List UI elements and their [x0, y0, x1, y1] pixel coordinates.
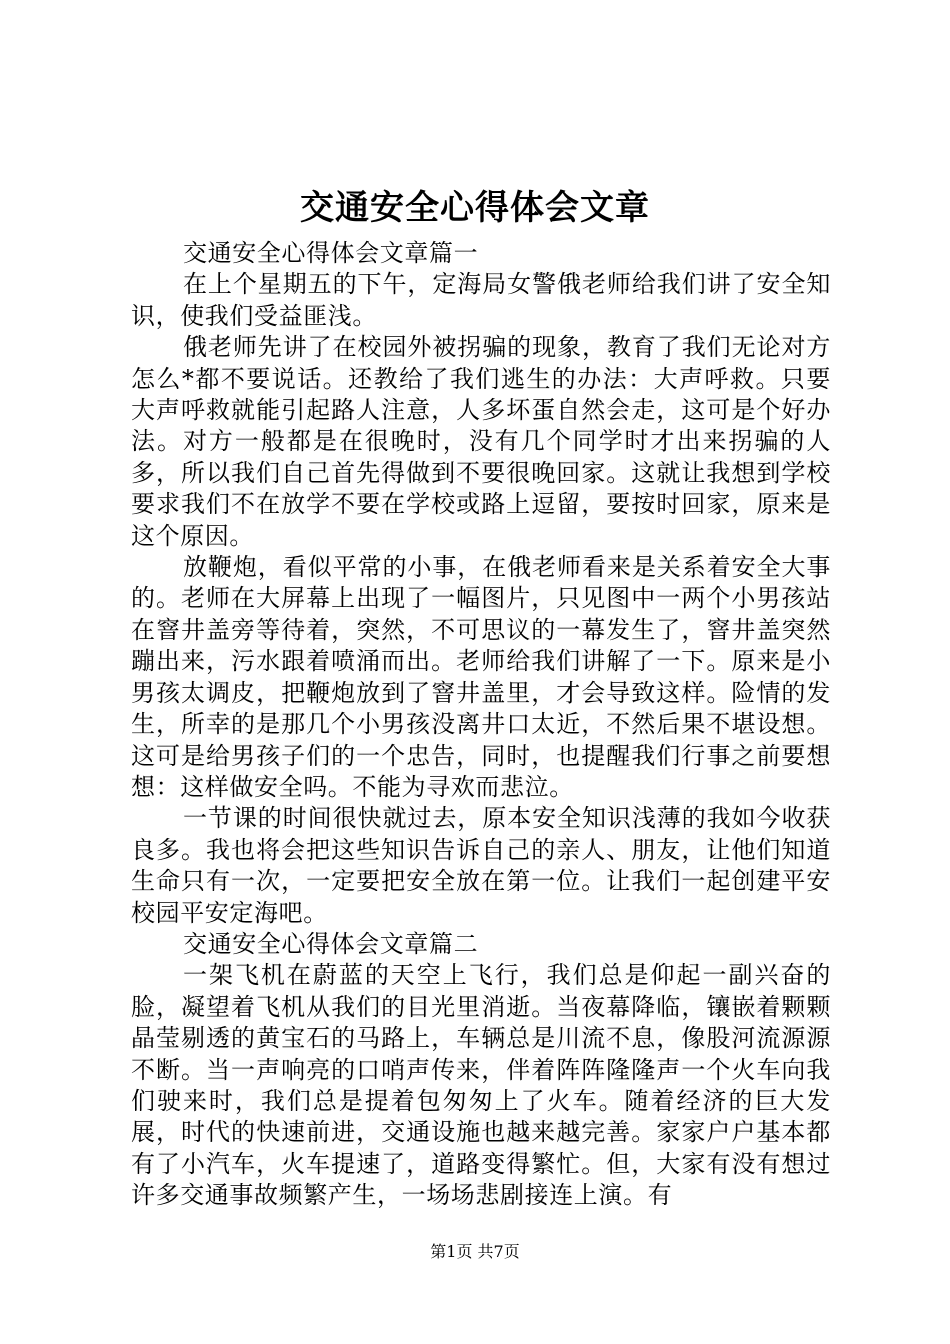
paragraph: 一节课的时间很快就过去，原本安全知识浅薄的我如今收获良多。我也将会把这些知识告诉自己的亲人、朋友，让他们知道生命只有一次，一定要把安全放在第一位。让我们一起创建平安校园平安定海吧。 [131, 804, 831, 927]
paragraph: 一架飞机在蔚蓝的天空上飞行，我们总是仰起一副兴奋的脸，凝望着飞机从我们的目光里消逝。当夜幕降临，镶嵌着颗颗晶莹剔透的黄宝石的马路上，车辆总是川流不息，像股河流源源不断。当一声响亮的口哨声传来，伴着阵阵隆隆声一个火车向我们驶来时，我们总是提着包匆匆上了火车。随着经济的巨大发展，时代的快速前进，交通设施也越来越完善。家家户户基本都有了小汽车，火车提速了，道路变得繁忙。但，大家有没有想过许多交通事故频繁产生，一场场悲剧接连上演。有 [131, 961, 831, 1210]
document-body [131, 238, 831, 1212]
paragraph: 俄老师先讲了在校园外被拐骗的现象，教育了我们无论对方怎么*都不要说话。还教给了我们逃生的办法：大声呼救。只要大声呼救就能引起路人注意，人多坏蛋自然会走，这可是个好办法。对方一般都是在很晚时，没有几个同学时才出来拐骗的人多，所以我们自己首先得做到不要很晚回家。这就让我想到学校要求我们不在放学不要在学校或路上逗留，要按时回家，原来是这个原因。 [131, 333, 831, 550]
document-title: 交通安全心得体会文章 [300, 188, 650, 228]
paragraph: 放鞭炮，看似平常的小事，在俄老师看来是关系着安全大事的。老师在大屏幕上出现了一幅图片，只见图中一两个小男孩站在窨井盖旁等待着，突然，不可思议的一幕发生了，窨井盖突然蹦出来，污水跟着喷涌而出。老师给我们讲解了一下。原来是小男孩太调皮，把鞭炮放到了窨井盖里，才会导致这样。险情的发生，所幸的是那几个小男孩没离井口太近，不然后果不堪设想。这可是给男孩子们的一个忠告，同时，也提醒我们行事之前要想想：这样做安全吗。不能为寻欢而悲泣。 [131, 553, 831, 801]
section-heading-1: 交通安全心得体会文章篇一 [183, 239, 479, 267]
page-footer: 第1页 共7页 [430, 1242, 520, 1261]
paragraph: 在上个星期五的下午，定海局女警俄老师给我们讲了安全知识，使我们受益匪浅。 [131, 270, 831, 330]
section-heading-2: 交通安全心得体会文章篇二 [183, 929, 479, 958]
